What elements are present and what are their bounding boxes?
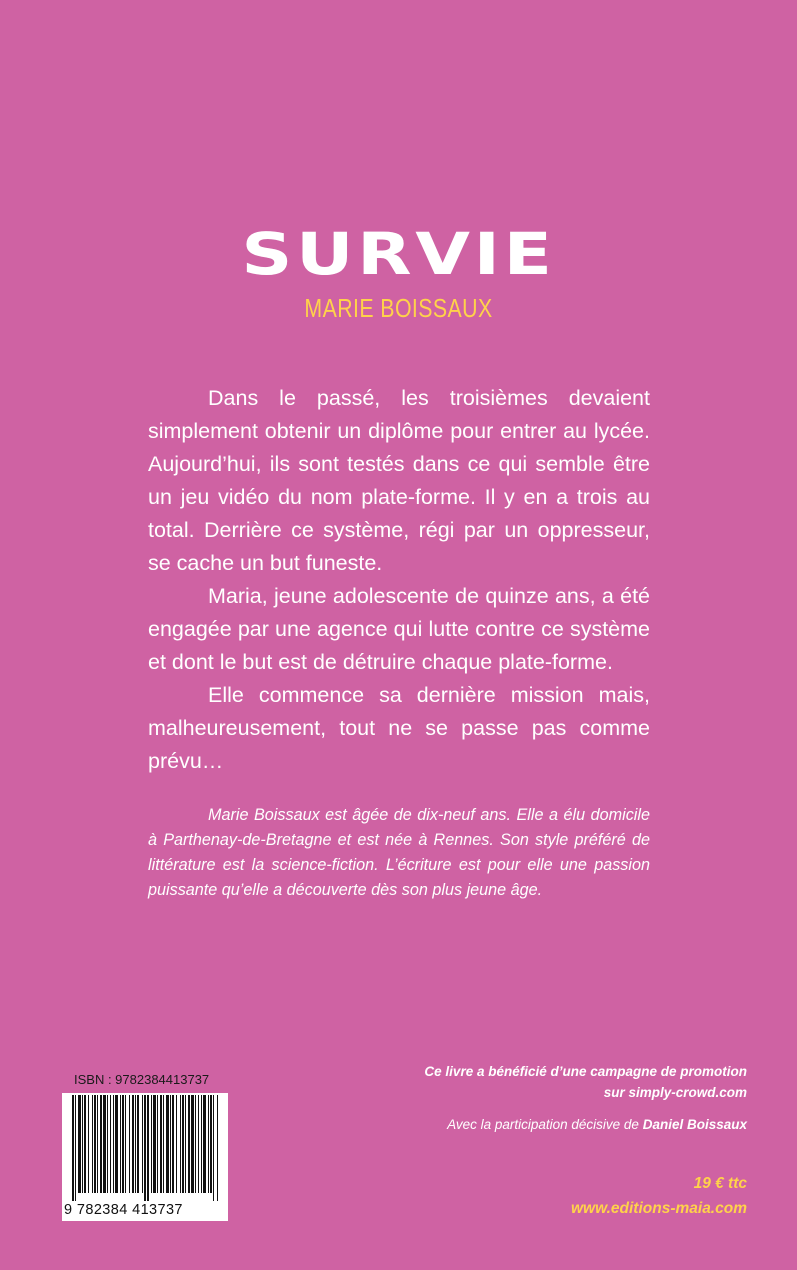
barcode-digits: 9 782384 413737 (64, 1202, 183, 1218)
publisher-website: www.editions-maia.com (571, 1200, 747, 1217)
promotion-line: sur simply-crowd.com (603, 1085, 747, 1100)
author-bio-text: Marie Boissaux est âgée de dix-neuf ans. Elle a élu domicile à Parthenay-de-Bretagne et est née à Rennes. Son style préféré de littérature est la science-fiction. L’écriture est pour elle une passion puissante qu’elle a découverte dès son plus jeune âge. (148, 806, 650, 899)
synopsis-paragraph: Dans le passé, les troisièmes devaient simplement obtenir un diplôme pour entrer au lycée. Aujourd’hui, ils sont testés dans ce qui semble être un jeu vidéo du nom plate-forme. Il y en a trois au total. Derrière ce système, régi par un oppresseur, se cache un but funeste. (148, 386, 650, 575)
synopsis-paragraph: Maria, jeune adolescente de quinze ans, a été engagée par une agence qui lutte contre ce système et dont le but est de détruire chaque plate-forme. (148, 584, 650, 674)
barcode (62, 1093, 228, 1221)
price: 19 € ttc (693, 1175, 747, 1192)
synopsis-paragraph: Elle commence sa dernière mission mais, malheureusement, tout ne se passe pas comme prévu… (148, 683, 650, 773)
participation-name: Daniel Boissaux (642, 1117, 747, 1132)
author-bio (148, 803, 650, 903)
promotion-note (327, 1061, 747, 1135)
promotion-line: Ce livre a bénéficié d’une campagne de promotion (424, 1064, 747, 1079)
book-title: SURVIE (241, 220, 556, 288)
isbn-label: ISBN : 9782384413737 (74, 1072, 210, 1087)
author-name: MARIE BOISSAUX (304, 293, 493, 323)
participation-note (327, 1115, 747, 1135)
participation-prefix: Avec la participation décisive de (447, 1117, 639, 1132)
barcode-icon (72, 1095, 218, 1201)
synopsis (148, 382, 650, 778)
